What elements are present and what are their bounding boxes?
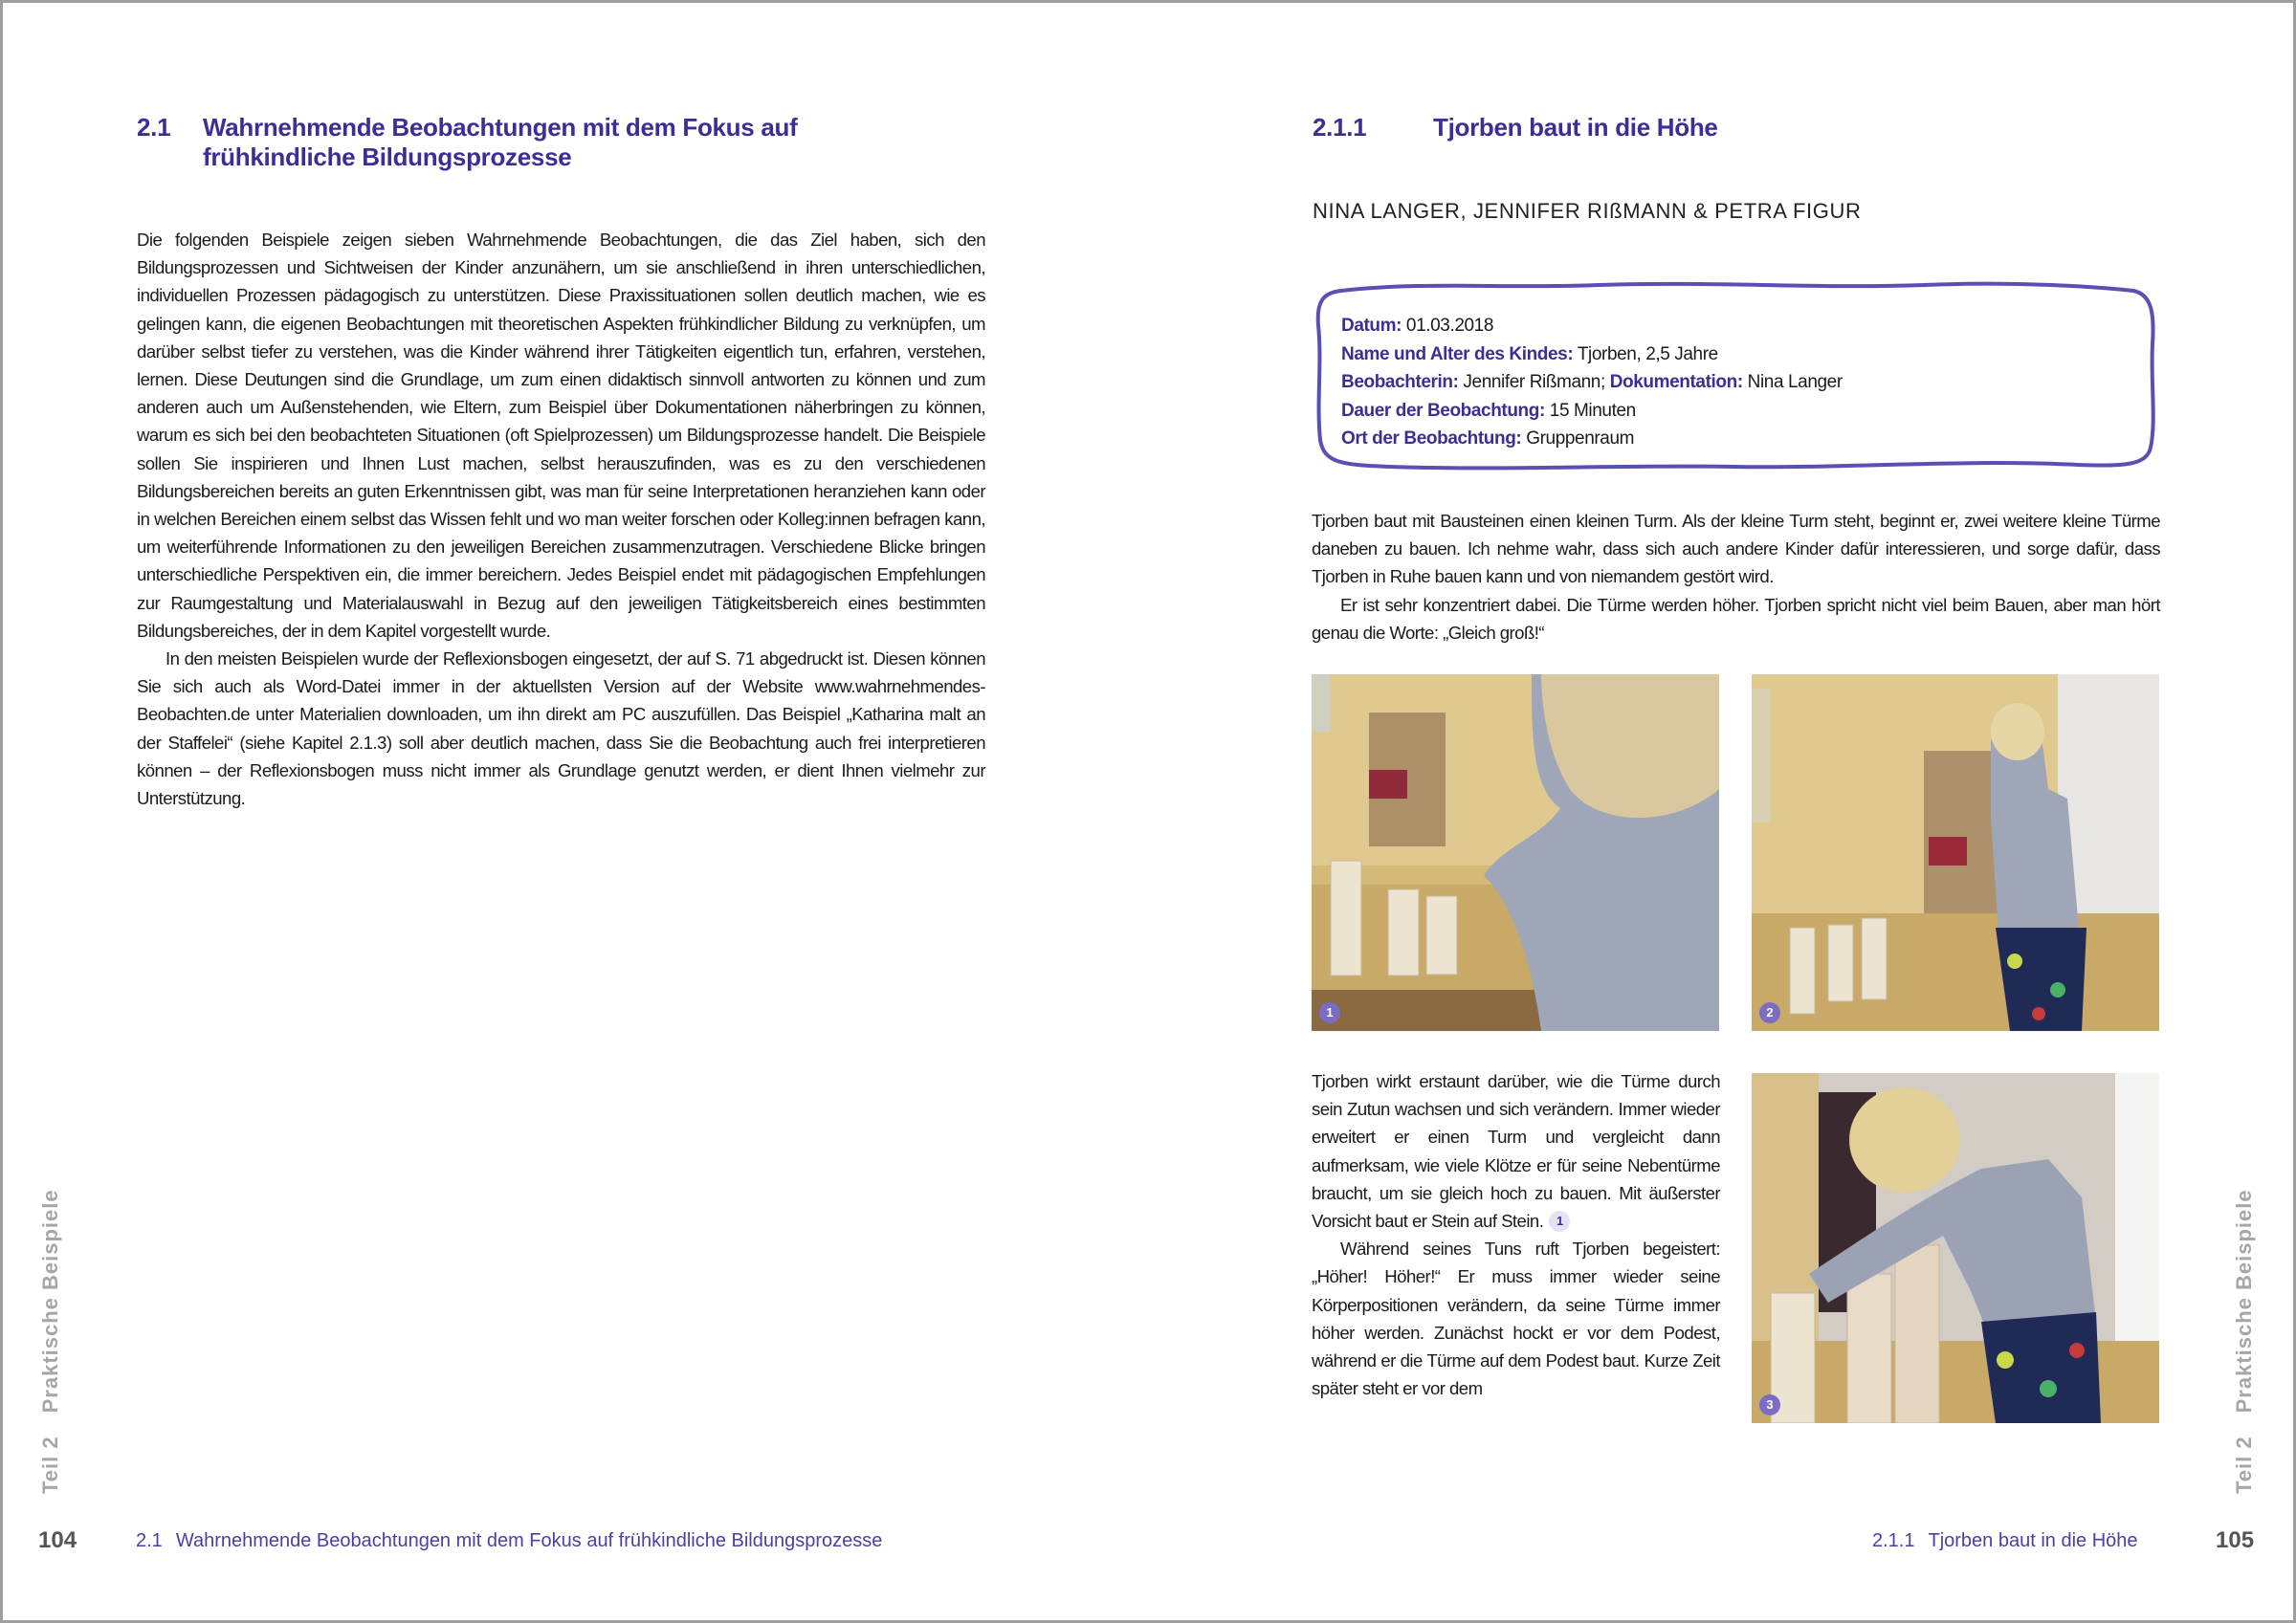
info-row-location: Ort der Beobachtung: Gruppenraum bbox=[1341, 428, 1635, 449]
subsection-title: Tjorben baut in die Höhe bbox=[1433, 113, 1718, 142]
photo-reference-badge[interactable]: 1 bbox=[1549, 1211, 1570, 1232]
subsection-heading bbox=[1313, 113, 1982, 145]
paragraph: Während seines Tuns ruft Tjorben begeistert: „Höher! Höher!“ Er muss immer wieder seine Körperpositionen verändern, da seine Türme immer höher werden. Zunächst hockt er vor dem Podest, während er die Türme auf dem Podest baut. Kurze Zeit später steht er vor dem bbox=[1312, 1239, 1720, 1399]
info-row-child: Name und Alter des Kindes: Tjorben, 2,5 Jahre bbox=[1341, 343, 1718, 364]
photo-2 bbox=[1752, 674, 2159, 1031]
section-number: 2.1 bbox=[137, 113, 171, 142]
side-label-part: Teil 2 bbox=[38, 1436, 62, 1494]
footer-section-number: 2.1 bbox=[136, 1530, 163, 1551]
subsection-number: 2.1.1 bbox=[1313, 113, 1367, 142]
footer-section-title: Wahrnehmende Beobachtungen mit dem Fokus auf frühkindliche Bildungsprozesse bbox=[175, 1530, 883, 1551]
photo-badge: 1 bbox=[1319, 1002, 1340, 1023]
side-label-title: Praktische Beispiele bbox=[38, 1189, 62, 1414]
info-row-observer: Beobachterin: Jennifer Rißmann; Dokumentation: Nina Langer bbox=[1341, 372, 1843, 392]
photo-badge: 3 bbox=[1759, 1394, 1780, 1415]
photo-image bbox=[1752, 1073, 2159, 1423]
info-row-duration: Dauer der Beobachtung: 15 Minuten bbox=[1341, 400, 1636, 421]
info-rows bbox=[1341, 312, 1843, 453]
photo-1 bbox=[1312, 674, 1719, 1031]
intro-text bbox=[137, 226, 985, 812]
running-footer bbox=[136, 1530, 882, 1552]
side-label-part: Teil 2 bbox=[2232, 1436, 2256, 1494]
section-heading bbox=[137, 113, 998, 180]
photo-3 bbox=[1752, 1073, 2159, 1423]
photo-image bbox=[1312, 674, 1719, 1031]
paragraph: Tjorben wirkt erstaunt darüber, wie die Türme durch sein Zutun wachsen und sich verändern. Immer wieder erweitert er einen Turm und vergleicht dann aufmerksam, wie viele Klötze er für seine Nebentürme braucht, um sie gleich hoch zu bauen. Mit äußerster Vorsicht baut er Stein auf Stein. 1 bbox=[1312, 1071, 1720, 1232]
page-number: 104 bbox=[38, 1527, 77, 1553]
section-title-line-2: frühkindliche Bildungsprozesse bbox=[203, 143, 572, 171]
side-running-label bbox=[38, 1189, 63, 1494]
side-running-label bbox=[2232, 1189, 2257, 1494]
side-label-title: Praktische Beispiele bbox=[2232, 1189, 2256, 1414]
page-number: 105 bbox=[2216, 1527, 2255, 1553]
section-title-line-1: Wahrnehmende Beobachtungen mit dem Fokus auf bbox=[203, 113, 798, 142]
footer-section-number: 2.1.1 bbox=[1872, 1530, 1915, 1551]
authors: NINA LANGER, JENNIFER RIßMANN & PETRA FIGUR bbox=[1313, 199, 1862, 223]
running-footer bbox=[1872, 1530, 2138, 1552]
paragraph: Tjorben baut mit Bausteinen einen kleinen Turm. Als der kleine Turm steht, beginnt er, zwei weitere kleine Türme daneben zu bauen. Ich nehme wahr, dass sich auch andere Kinder dafür interessieren, und sorge dafür, dass Tjorben in Ruhe bauen kann und von niemandem gestört wird. bbox=[1312, 511, 2160, 587]
photo-image bbox=[1752, 674, 2159, 1031]
observation-info-box bbox=[1313, 277, 2158, 474]
paragraph: Die folgenden Beispiele zeigen sieben Wahrnehmende Beobachtungen, die das Ziel haben, sich den Bildungsprozessen und Sichtweisen der Kinder anzunähern, um sie anschließend in ihren unterschiedlichen, individuellen Prozessen pädagogisch zu unterstützen. Diese Praxissituationen sollen deutlich machen, wie es gelingen kann, die eigenen Beobachtungen mit theoretischen Aspekten frühkindlicher Bildung zu verknüpfen, um darüber selbst tiefer zu verstehen, was die Kinder während ihrer Tätigkeiten eigentlich tun, erfahren, verstehen, lernen. Diese Deutungen sind die Grundlage, um zum einen didaktisch sinnvoll antworten zu können und zum anderen auch um Außenstehenden, wie Eltern, zum Beispiel über Dokumentationen näherbringen zu können, warum es sich bei den beobachteten Situationen (oft Spielprozessen) um Bildungsprozesse handelt. Die Beispiele sollen Sie inspirieren und Ihnen Lust machen, selbst herauszufinden, was es zu den verschiedenen Bildungsbereichen bereits an guten Erkenntnissen gibt, was man für seine Interpretationen heranziehen kann oder in welchen Bereichen einem selbst das Wissen fehlt und wo man weiter forschen oder Kolleg:innen befragen kann, um weiterführende Informationen zu den jeweiligen Bereichen zusammenzutragen. Verschiedene Blicke bringen unterschiedliche Perspektiven ein, die immer bereichern. Jedes Beispiel endet mit pädagogischen Empfehlungen zur Raumgestaltung und Materialauswahl in Bezug auf den jeweiligen Tätigkeitsbereich eines bestimmten Bildungsbereiches, der in dem Kapitel vorgestellt wurde. bbox=[137, 230, 985, 641]
info-row-date: Datum: 01.03.2018 bbox=[1341, 316, 1494, 336]
footer-section-title: Tjorben baut in die Höhe bbox=[1928, 1530, 2138, 1551]
paragraph: Er ist sehr konzentriert dabei. Die Türme werden höher. Tjorben spricht nicht viel beim Bauen, aber man hört genau die Worte: „Gleich groß!“ bbox=[1312, 594, 2160, 643]
observation-column-text bbox=[1312, 1067, 1720, 1402]
paragraph: In den meisten Beispielen wurde der Reflexionsbogen eingesetzt, der auf S. 71 abgedruckt ist. Diesen können Sie sich auch als Word-Datei immer in der aktuellsten Version auf der Website www.wahrnehmendes-Beobachten.de unter Materialien downloaden, um ihn direkt am PC auszufüllen. Das Beispiel „Katharina malt an der Staffelei“ (siehe Kapitel 2.1.3) soll aber deutlich machen, dass Sie die Beobachtung auch frei interpretieren können – der Reflexionsbogen muss nicht immer als Grundlage genutzt werden, er dient Ihnen vielmehr zur Unterstützung. bbox=[137, 648, 985, 809]
photo-badge: 2 bbox=[1759, 1002, 1780, 1023]
observation-intro-text bbox=[1312, 507, 2160, 647]
right-page bbox=[1148, 0, 2296, 1623]
